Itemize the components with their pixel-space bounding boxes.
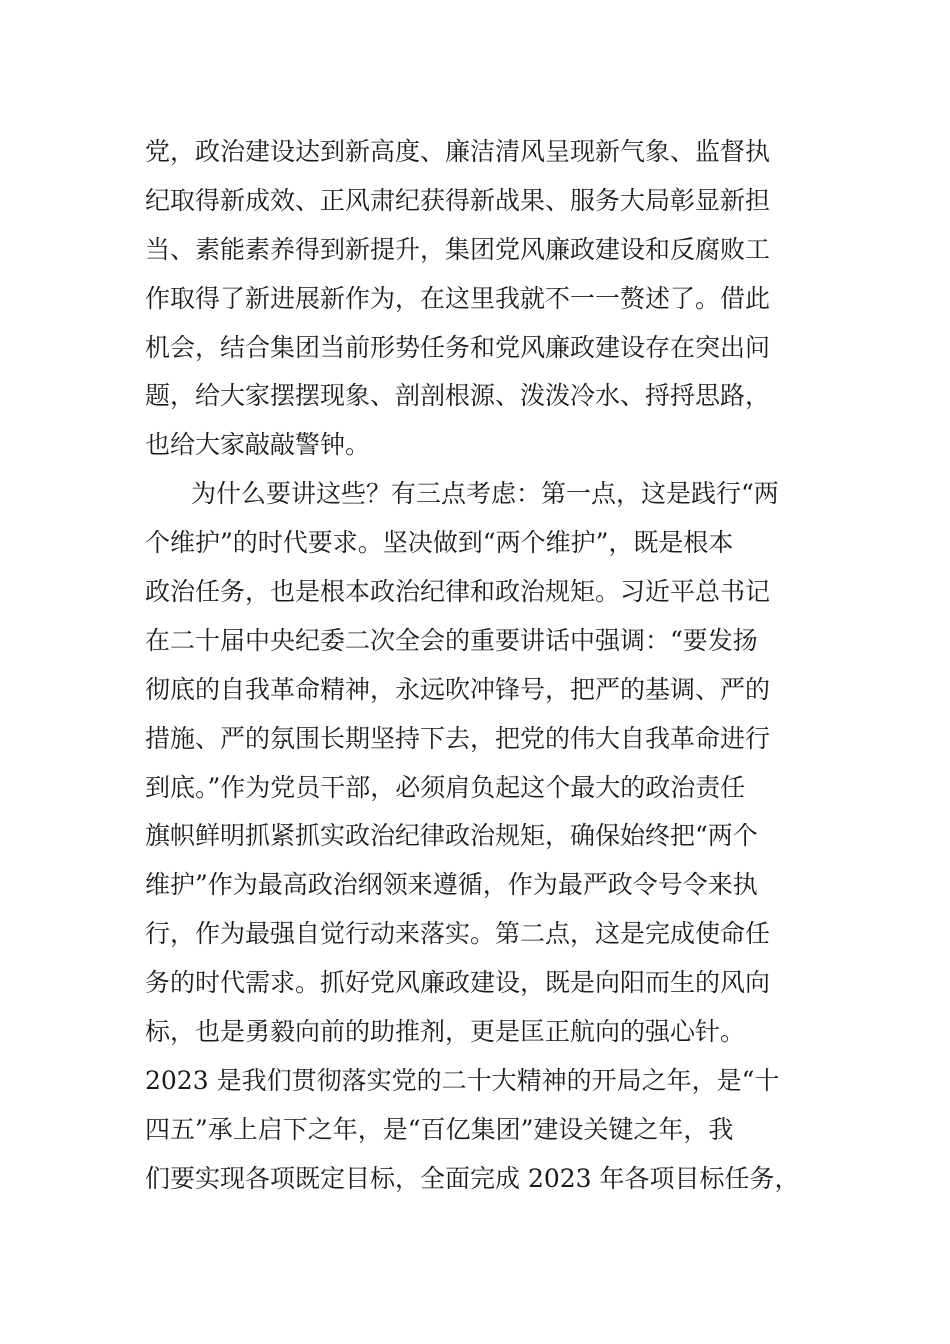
text-line: 在二十届中央纪委二次全会的重要讲话中强调：“要发扬: [145, 625, 758, 655]
text-line: 标，也是勇毅向前的助推剂，更是匡正航向的强心针。: [145, 1017, 746, 1047]
text-line: 政治任务，也是根本政治纪律和政治规矩。习近平总书记: [145, 577, 771, 607]
text-line: 作取得了新进展新作为，在这里我就不一一赘述了。借此: [145, 283, 771, 313]
text-line: 们要实现各项既定目标，全面完成 2023 年各项目标任务，: [145, 1163, 800, 1193]
text-line: 也给大家敲敲警钟。: [145, 430, 371, 460]
text-line: 旗帜鲜明抓紧抓实政治纪律政治规矩，确保始终把“两个: [145, 821, 758, 851]
paragraph-first-line: 为什么要讲这些？有三点考虑：第一点，这是践行“两: [191, 479, 779, 509]
text-line: 机会，结合集团当前形势任务和党风廉政建设存在突出问: [145, 332, 771, 362]
text-line: 彻底的自我革命精神，永远吹冲锋号，把严的基调、严的: [145, 674, 771, 704]
text-line: 个维护”的时代要求。坚决做到“两个维护”，既是根本: [145, 528, 734, 558]
text-line: 维护”作为最高政治纲领来遵循，作为最严政令号令来执: [145, 870, 758, 900]
text-line: 纪取得新成效、正风肃纪获得新战果、服务大局彰显新担: [145, 185, 771, 215]
text-line: 措施、严的氛围长期坚持下去，把党的伟大自我革命进行: [145, 723, 771, 753]
text-line: 题，给大家摆摆现象、剖剖根源、泼泼冷水、捋捋思路，: [145, 381, 771, 411]
text-line: 行，作为最强自觉行动来落实。第二点，这是完成使命任: [145, 919, 771, 949]
document-body: [145, 128, 810, 1204]
text-line: 2023 是我们贯彻落实党的二十大精神的开局之年，是“十: [145, 1065, 780, 1095]
text-line: 党，政治建设达到新高度、廉洁清风呈现新气象、监督执: [145, 137, 771, 166]
text-line: 务的时代需求。抓好党风廉政建设，既是向阳而生的风向: [145, 968, 771, 998]
text-line: 四五”承上启下之年，是“百亿集团”建设关键之年，我: [145, 1114, 734, 1144]
text-line: 到底。”作为党员干部，必须肩负起这个最大的政治责任: [145, 772, 746, 802]
text-line: 当、素能素养得到新提升，集团党风廉政建设和反腐败工: [145, 234, 771, 264]
